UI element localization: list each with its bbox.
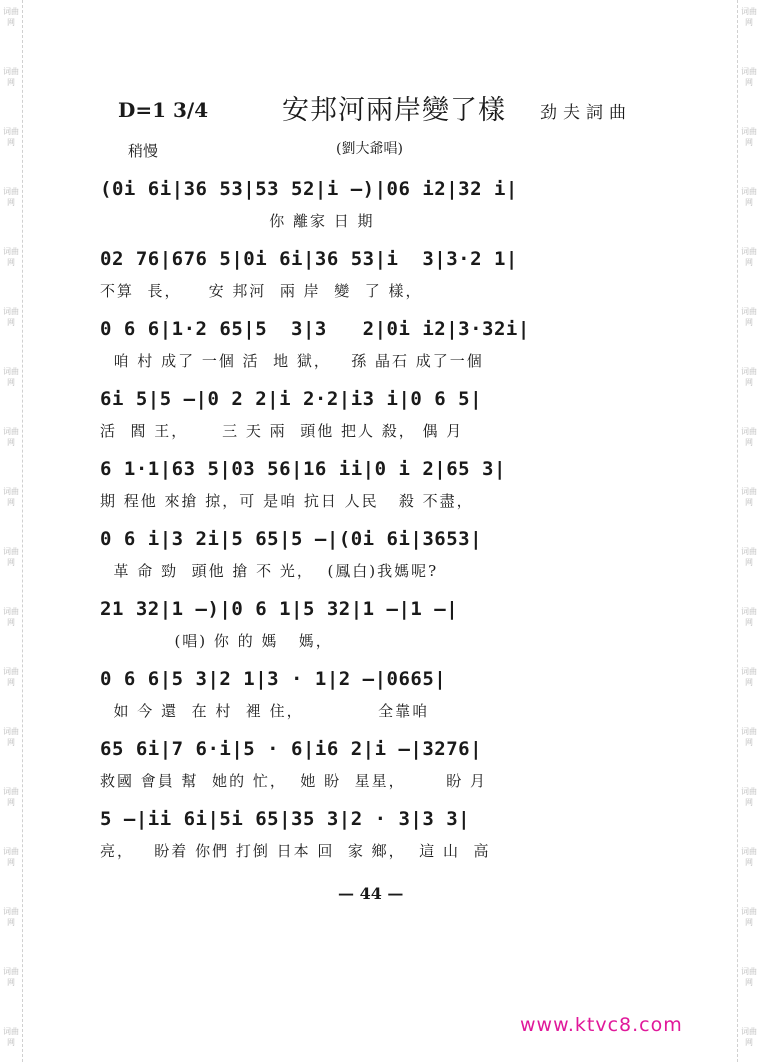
side-watermark-text: 词曲网 bbox=[3, 487, 19, 507]
score-system bbox=[100, 726, 660, 796]
notation-line: 0 6 6|5 3|2 1|3 · 1|2 —|0665| bbox=[100, 668, 447, 690]
side-watermark-text: 词曲网 bbox=[3, 427, 19, 447]
singer-note: (劉大爺唱) bbox=[336, 141, 403, 157]
side-watermark-text: 词曲网 bbox=[3, 547, 19, 567]
notation-line: (0i 6i|36 53|53 52|i —)|06 i2|32 i| bbox=[100, 178, 518, 200]
side-watermark-text: 词曲网 bbox=[741, 187, 757, 207]
side-watermark-text: 词曲网 bbox=[741, 307, 757, 327]
score-system bbox=[100, 236, 660, 306]
side-watermark-text: 词曲网 bbox=[741, 667, 757, 687]
side-watermark-text: 词曲网 bbox=[3, 127, 19, 147]
side-watermark-text: 词曲网 bbox=[3, 967, 19, 987]
lyric-line: 如 今 還 在 村 裡 住， 全靠咱 bbox=[100, 702, 430, 720]
notation-line: 6i 5|5 —|0 2 2|i 2·2|i3 i|0 6 5| bbox=[100, 388, 483, 410]
side-watermark-text: 词曲网 bbox=[3, 847, 19, 867]
side-watermark-text: 词曲网 bbox=[741, 427, 757, 447]
side-watermark-text: 词曲网 bbox=[3, 367, 19, 387]
key-signature: D=1 3/4 bbox=[118, 98, 209, 122]
side-watermark-text: 词曲网 bbox=[3, 667, 19, 687]
lyric-line: 活 閻 王， 三 天 兩 頭他 把人 殺， 偶 月 bbox=[100, 422, 464, 440]
side-watermark-text: 词曲网 bbox=[741, 547, 757, 567]
score-system bbox=[100, 586, 660, 656]
score-system bbox=[100, 796, 660, 866]
side-watermark-text: 词曲网 bbox=[741, 967, 757, 987]
side-watermark-text: 词曲网 bbox=[3, 67, 19, 87]
score-system bbox=[100, 376, 660, 446]
notation-line: 02 76|676 5|0i 6i|36 53|i 3|3·2 1| bbox=[100, 248, 518, 270]
side-watermark-text: 词曲网 bbox=[741, 607, 757, 627]
notation-line: 6 1·1|63 5|03 56|16 ii|0 i 2|65 3| bbox=[100, 458, 506, 480]
side-watermark-text: 词曲网 bbox=[3, 187, 19, 207]
side-watermark-text: 词曲网 bbox=[741, 247, 757, 267]
lyric-line: 期 程他 來搶 掠，可 是咱 抗日 人民 殺 不盡， bbox=[100, 492, 474, 510]
score-system bbox=[100, 306, 660, 376]
score-system bbox=[100, 656, 660, 726]
side-watermark-text: 词曲网 bbox=[3, 247, 19, 267]
side-watermark-text: 词曲网 bbox=[741, 727, 757, 747]
lyric-line: 你 離家 日 期 bbox=[100, 212, 375, 230]
side-watermark-text: 词曲网 bbox=[741, 787, 757, 807]
side-watermark-text: 词曲网 bbox=[741, 127, 757, 147]
side-watermark-text: 词曲网 bbox=[741, 847, 757, 867]
side-watermark-text: 词曲网 bbox=[741, 907, 757, 927]
score-system bbox=[100, 446, 660, 516]
side-watermark-text: 词曲网 bbox=[3, 907, 19, 927]
song-title: 安邦河兩岸變了樣 bbox=[282, 95, 506, 126]
notation-line: 21 32|1 —)|0 6 1|5 32|1 —|1 —| bbox=[100, 598, 459, 620]
lyric-line: 咱 村 成了 一個 活 地 獄， 孫 晶石 成了一個 bbox=[100, 352, 484, 370]
score-system bbox=[100, 166, 660, 236]
score-header bbox=[0, 0, 760, 180]
page-number: — 44 — bbox=[338, 884, 404, 903]
side-watermark-text: 词曲网 bbox=[741, 367, 757, 387]
tempo-marking: 稍慢 bbox=[128, 142, 159, 160]
notation-line: 0 6 i|3 2i|5 65|5 —|(0i 6i|3653| bbox=[100, 528, 483, 550]
lyric-line: 亮， 盼着 你們 打倒 日本 回 家 鄉， 這 山 高 bbox=[100, 842, 491, 860]
side-watermark-text: 词曲网 bbox=[3, 607, 19, 627]
side-watermark-text: 词曲网 bbox=[3, 7, 19, 27]
composer-credit: 劲夫詞曲 bbox=[540, 103, 632, 123]
notation-line: 0 6 6|1·2 65|5 3|3 2|0i i2|3·32i| bbox=[100, 318, 530, 340]
side-watermark-text: 词曲网 bbox=[3, 1027, 19, 1047]
notation-line: 65 6i|7 6·i|5 · 6|i6 2|i —|3276| bbox=[100, 738, 483, 760]
side-watermark-text: 词曲网 bbox=[3, 307, 19, 327]
score-system bbox=[100, 516, 660, 586]
side-watermark-text: 词曲网 bbox=[741, 7, 757, 27]
lyric-line: 不算 長， 安 邦河 兩 岸 變 了 樣， bbox=[100, 282, 423, 300]
side-watermark-text: 词曲网 bbox=[3, 787, 19, 807]
side-watermark-text: 词曲网 bbox=[741, 67, 757, 87]
side-watermark-text: 词曲网 bbox=[3, 727, 19, 747]
lyric-line: (唱) 你 的 媽 媽， bbox=[100, 632, 333, 650]
side-watermark-text: 词曲网 bbox=[741, 1027, 757, 1047]
side-watermark-text: 词曲网 bbox=[741, 487, 757, 507]
website-watermark[interactable]: www.ktvc8.com bbox=[520, 1014, 683, 1036]
lyric-line: 救國 會員 幫 她的 忙， 她 盼 星星， 盼 月 bbox=[100, 772, 488, 790]
notation-line: 5 —|ii 6i|5i 65|35 3|2 · 3|3 3| bbox=[100, 808, 471, 830]
lyric-line: 革 命 勁 頭他 搶 不 光， (鳳白)我媽呢? bbox=[100, 562, 439, 580]
